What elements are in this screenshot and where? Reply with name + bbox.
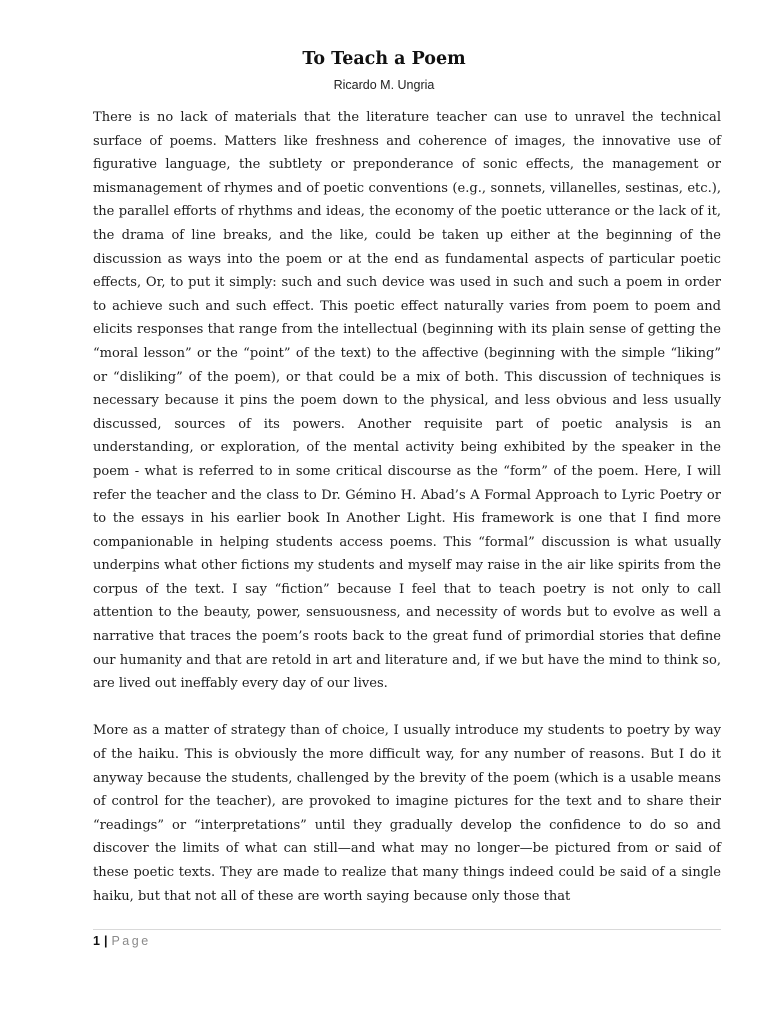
document-body [93, 106, 721, 908]
page-separator: | [103, 934, 108, 948]
page-label: Page [111, 934, 151, 948]
page-footer [93, 932, 151, 950]
page-number: 1 [93, 934, 100, 948]
body-paragraph-1: There is no lack of materials that the literature teacher can use to unravel the technical surface of poems. Matters like freshness and coherence of images, the innovative use of figurative language, the subtlety or preponderance of sonic effects, the management or mismanagement of rhymes and of poetic conventions (e.g., sonnets, villanelles, sestinas, etc.), the parallel efforts of rhythms and ideas, the economy of the poetic utterance or the lack of it, the drama of line breaks, and the like, could be taken up either at the beginning of the discussion as ways into the poem or at the end as fundamental aspects of particular poetic effects, Or, to put it simply: such and such device was used in such and such a poem in order to achieve such and such effect. This poetic effect naturally varies from poem to poem and elicits responses that range from the intellectual (beginning with its plain sense of getting the “moral lesson” or the “point” of the text) to the affective (beginning with the simple “liking” or “disliking” of the poem), or that could be a mix of both. This discussion of techniques is necessary because it pins the poem down to the physical, and less obvious and less usually discussed, sources of its powers. Another requisite part of poetic analysis is an understanding, or exploration, of the mental activity being exhibited by the speaker in the poem - what is referred to in some critical discourse as the “form” of the poem. Here, I will refer the teacher and the class to Dr. Gémino H. Abad’s A Formal Approach to Lyric Poetry or to the essays in his earlier book In Another Light. His framework is one that I find more companionable in helping students access poems. This “formal” discussion is what usually underpins what other fictions my students and myself may raise in the air like spirits from the corpus of the text. I say “fiction” because I feel that to teach poetry is not only to call attention to the beauty, power, sensuousness, and necessity of words but to evolve as well a narrative that traces the poem’s roots back to the great fund of primordial stories that define our humanity and that are retold in art and literature and, if we but have the mind to think so, are lived out ineffably every day of our lives. [93, 110, 721, 692]
footer-divider [93, 929, 721, 930]
document-title: To Teach a Poem [302, 49, 466, 69]
body-paragraph-2: More as a matter of strategy than of choice, I usually introduce my students to poetry by way of the haiku. This is obviously the more difficult way, for any number of reasons. But I do it anyway because the students, challenged by the brevity of the poem (which is a usable means of control for the teacher), are provoked to imagine pictures for the text and to share their “readings” or “interpretations” until they gradually develop the confidence to do so and discover the limits of what can still—and what may no longer—be pictured from or said of these poetic texts. They are made to realize that many things indeed could be said of a single haiku, but that not all of these are worth saying because only those that [93, 723, 721, 904]
document-author: Ricardo M. Ungria [333, 78, 435, 92]
